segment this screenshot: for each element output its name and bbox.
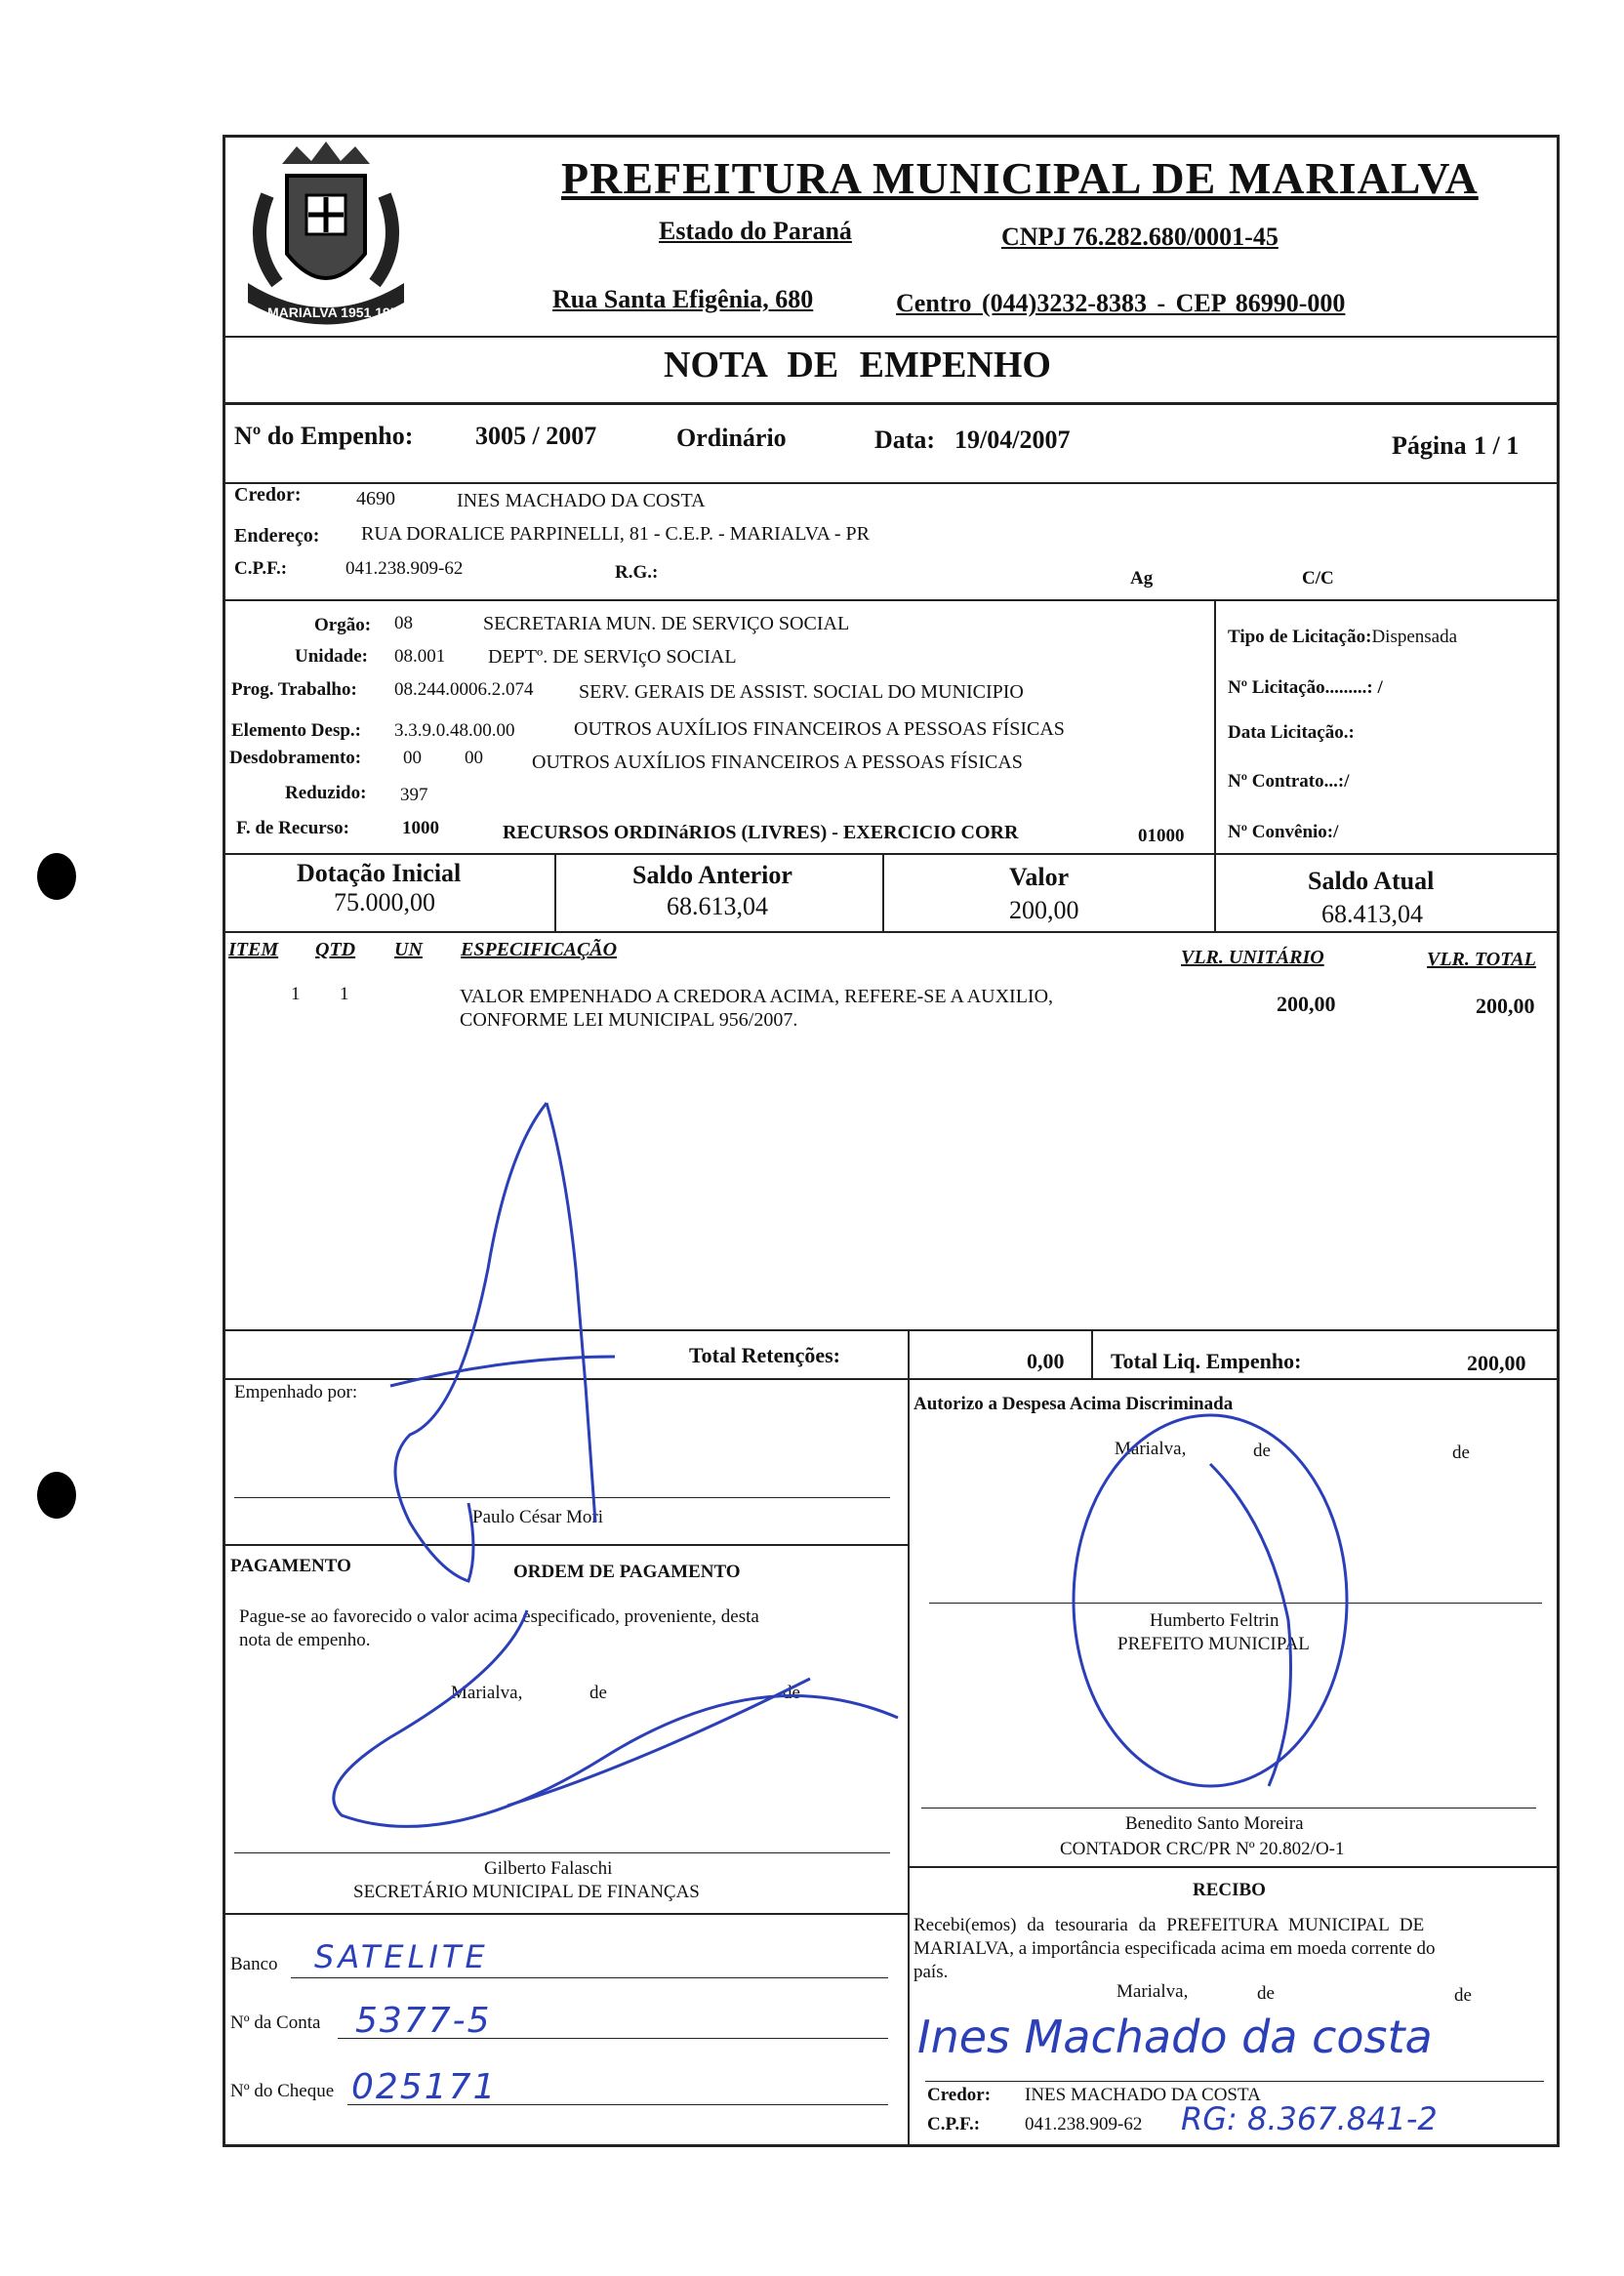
district-phone: Centro (044)3232-8383 - CEP 86990-000 bbox=[896, 289, 1346, 317]
orgao-code: 08 bbox=[394, 613, 413, 633]
desdobramento-a: 00 bbox=[403, 748, 422, 768]
contador-title: CONTADOR CRC/PR Nº 20.802/O-1 bbox=[1060, 1839, 1345, 1859]
recibo-credor-label: Credor: bbox=[927, 2085, 992, 2105]
liquido-value: 200,00 bbox=[1467, 1351, 1526, 1375]
orgao-label: Orgão: bbox=[314, 615, 372, 635]
autorizo-de-2: de bbox=[1452, 1443, 1470, 1463]
licitacao-type bbox=[1228, 627, 1457, 648]
orgao-name: SECRETARIA MUN. DE SERVIÇO SOCIAL bbox=[483, 613, 850, 634]
saldo-atual-value: 68.413,04 bbox=[1321, 900, 1423, 928]
liquido-label: Total Liq. Empenho: bbox=[1111, 1349, 1302, 1373]
empenho-date: 19/04/2007 bbox=[954, 426, 1071, 454]
convenio-number: Nº Convênio:/ bbox=[1228, 822, 1339, 842]
row-spec-line2: CONFORME LEI MUNICIPAL 956/2007. bbox=[460, 1009, 798, 1031]
pagamento-label: PAGAMENTO bbox=[230, 1556, 351, 1576]
secretario-title: SECRETÁRIO MUNICIPAL DE FINANÇAS bbox=[353, 1882, 700, 1902]
saldo-anterior-label: Saldo Anterior bbox=[632, 861, 792, 889]
retencoes-label: Total Retenções: bbox=[689, 1343, 840, 1367]
licitacao-number: Nº Licitação.........: / bbox=[1228, 677, 1383, 698]
credor-cpf: 041.238.909-62 bbox=[345, 558, 464, 579]
ordem-marialva: Marialva, bbox=[451, 1683, 523, 1703]
recibo-signature: Ines Machado da costa bbox=[917, 2011, 1433, 2063]
row-total-value: 200,00 bbox=[1476, 994, 1535, 1018]
rg-label: R.G.: bbox=[615, 562, 659, 583]
address: Rua Santa Efigênia, 680 bbox=[552, 285, 814, 313]
licitacao-type-label: Tipo de Licitação: bbox=[1228, 627, 1372, 647]
coat-of-arms-text: MARIALVA 1951 1953 bbox=[267, 305, 406, 320]
elemento-label: Elemento Desp.: bbox=[231, 720, 361, 741]
row-unit-value: 200,00 bbox=[1277, 992, 1336, 1016]
empenho-type: Ordinário bbox=[676, 424, 787, 452]
municipality-title: PREFEITURA MUNICIPAL DE MARIALVA bbox=[561, 153, 1479, 203]
col-unit-value: VLR. UNITÁRIO bbox=[1181, 947, 1324, 968]
secretario-name: Gilberto Falaschi bbox=[484, 1858, 613, 1879]
ordem-de-2: de bbox=[783, 1683, 800, 1703]
recibo-text-1: Recebi(emos) da tesouraria da PREFEITURA MUNICIPAL DE bbox=[914, 1915, 1425, 1935]
document-title: NOTA DE EMPENHO bbox=[664, 345, 1051, 386]
banco-label: Banco bbox=[230, 1954, 278, 1974]
recurso-name: RECURSOS ORDINáRIOS (LIVRES) - EXERCICIO CORR bbox=[503, 822, 1019, 843]
dotacao-label: Dotação Inicial bbox=[297, 859, 462, 887]
cnpj: CNPJ 76.282.680/0001-45 bbox=[1001, 223, 1279, 251]
col-spec: ESPECIFICAÇÃO bbox=[461, 939, 618, 960]
credor-code: 4690 bbox=[356, 488, 395, 509]
recibo-cpf-label: C.P.F.: bbox=[927, 2114, 981, 2134]
credor-name: INES MACHADO DA COSTA bbox=[457, 490, 706, 511]
row-qtd: 1 bbox=[340, 984, 349, 1004]
retencoes-value: 0,00 bbox=[1027, 1349, 1065, 1373]
row-spec-line1: VALOR EMPENHADO A CREDORA ACIMA, REFERE-SE A AUXILIO, bbox=[460, 986, 1054, 1007]
valor-label: Valor bbox=[1009, 863, 1070, 891]
prefeito-name: Humberto Feltrin bbox=[1150, 1610, 1279, 1631]
prog-name: SERV. GERAIS DE ASSIST. SOCIAL DO MUNICIPIO bbox=[579, 681, 1024, 703]
state-name: Estado do Paraná bbox=[659, 217, 852, 245]
reduzido-value: 397 bbox=[400, 785, 428, 805]
punch-hole-top bbox=[37, 853, 76, 900]
licitacao-date: Data Licitação.: bbox=[1228, 722, 1355, 743]
desdobramento-label: Desdobramento: bbox=[229, 748, 362, 768]
autorizo-marialva: Marialva, bbox=[1115, 1439, 1187, 1459]
empenho-number-label: Nº do Empenho: bbox=[234, 422, 414, 450]
col-un: UN bbox=[394, 939, 423, 960]
recibo-cpf: 041.238.909-62 bbox=[1025, 2114, 1143, 2134]
col-qtd: QTD bbox=[315, 939, 356, 960]
prefeito-title: PREFEITO MUNICIPAL bbox=[1117, 1634, 1310, 1654]
recurso-label: F. de Recurso: bbox=[236, 818, 349, 838]
recurso-code: 1000 bbox=[402, 818, 439, 838]
autorizo-label: Autorizo a Despesa Acima Discriminada bbox=[914, 1394, 1234, 1414]
ordem-pagamento-label: ORDEM DE PAGAMENTO bbox=[513, 1562, 741, 1582]
recibo-de-1: de bbox=[1257, 1983, 1275, 2004]
banco-value: SATELITE bbox=[314, 1938, 489, 1975]
row-item: 1 bbox=[291, 984, 301, 1004]
punch-hole-bottom bbox=[37, 1472, 76, 1519]
prog-code: 08.244.0006.2.074 bbox=[394, 679, 534, 700]
elemento-name: OUTROS AUXÍLIOS FINANCEIROS A PESSOAS FÍSICAS bbox=[574, 718, 1065, 740]
coat-of-arms bbox=[228, 137, 424, 332]
address-label: Endereço: bbox=[234, 525, 320, 547]
col-item: ITEM bbox=[228, 939, 279, 960]
recibo-de-2: de bbox=[1454, 1985, 1472, 2006]
prog-label: Prog. Trabalho: bbox=[231, 679, 357, 700]
elemento-code: 3.3.9.0.48.00.00 bbox=[394, 720, 515, 741]
desdobramento-name: OUTROS AUXÍLIOS FINANCEIROS A PESSOAS FÍSICAS bbox=[532, 752, 1023, 773]
page-label: Página bbox=[1392, 431, 1467, 460]
recibo-credor: INES MACHADO DA COSTA bbox=[1025, 2085, 1261, 2105]
recurso-extra: 01000 bbox=[1138, 826, 1185, 846]
desdobramento-b: 00 bbox=[465, 748, 483, 768]
contrato-number: Nº Contrato...:/ bbox=[1228, 771, 1350, 792]
unidade-label: Unidade: bbox=[295, 646, 368, 667]
recibo-text-2: MARIALVA, a importância especificada acima em moeda corrente do bbox=[914, 1938, 1436, 1959]
licitacao-type-value: Dispensada bbox=[1371, 627, 1458, 647]
unidade-name: DEPTº. DE SERVIçO SOCIAL bbox=[488, 646, 737, 668]
conta-value: 5377-5 bbox=[355, 2001, 492, 2041]
autorizo-de-1: de bbox=[1253, 1441, 1271, 1461]
conta-label: Nº da Conta bbox=[230, 2012, 321, 2033]
reduzido-label: Reduzido: bbox=[285, 783, 367, 803]
saldo-anterior-value: 68.613,04 bbox=[667, 892, 768, 920]
ordem-de-1: de bbox=[589, 1683, 607, 1703]
unidade-code: 08.001 bbox=[394, 646, 446, 667]
empenhado-label: Empenhado por: bbox=[234, 1382, 358, 1402]
col-total-value: VLR. TOTAL bbox=[1427, 949, 1536, 970]
page-number: 1 / 1 bbox=[1474, 431, 1520, 460]
recibo-rg-handwritten: RG: 8.367.841-2 bbox=[1181, 2100, 1438, 2137]
pague-text-2: nota de empenho. bbox=[239, 1630, 371, 1650]
account-label: C/C bbox=[1302, 568, 1334, 589]
empenhado-name: Paulo César Mori bbox=[472, 1507, 604, 1527]
recibo-title: RECIBO bbox=[1193, 1880, 1266, 1900]
recibo-marialva: Marialva, bbox=[1116, 1981, 1189, 2002]
pague-text-1: Pague-se ao favorecido o valor acima especificado, proveniente, desta bbox=[239, 1606, 759, 1627]
contador-name: Benedito Santo Moreira bbox=[1125, 1813, 1304, 1834]
dotacao-value: 75.000,00 bbox=[334, 888, 435, 916]
empenho-date-label: Data: bbox=[874, 426, 936, 454]
credor-label: Credor: bbox=[234, 484, 302, 506]
recibo-text-3: país. bbox=[914, 1962, 949, 1982]
cheque-label: Nº do Cheque bbox=[230, 2081, 335, 2101]
saldo-atual-label: Saldo Atual bbox=[1308, 867, 1435, 895]
cpf-label: C.P.F.: bbox=[234, 558, 288, 579]
credor-address: RUA DORALICE PARPINELLI, 81 - C.E.P. - MARIALVA - PR bbox=[361, 523, 870, 545]
valor-value: 200,00 bbox=[1009, 896, 1079, 924]
agency-label: Ag bbox=[1130, 568, 1154, 589]
empenho-number: 3005 / 2007 bbox=[475, 422, 597, 450]
cheque-value: 025171 bbox=[351, 2067, 498, 2107]
